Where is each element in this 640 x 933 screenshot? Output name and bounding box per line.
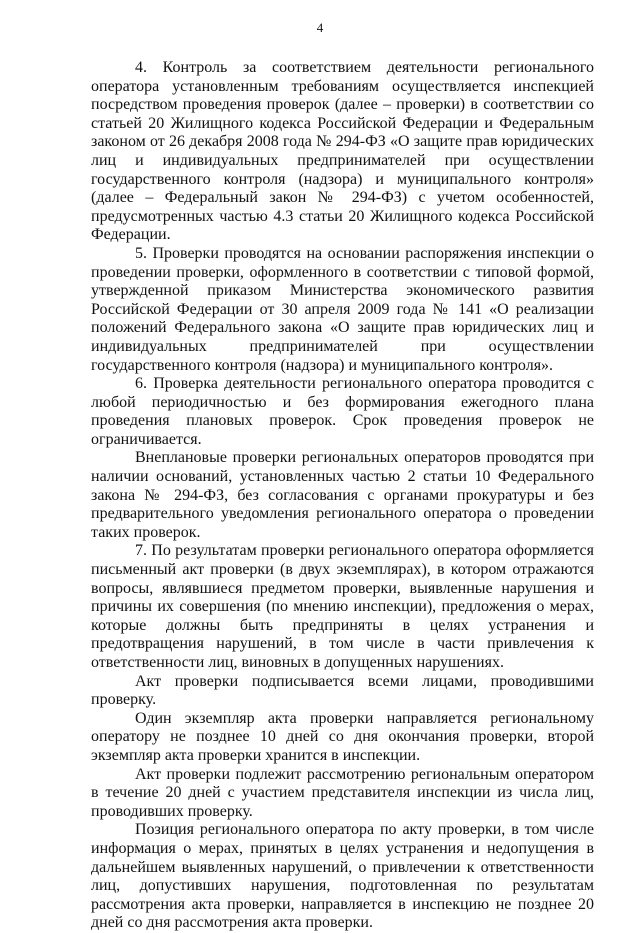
paragraph-act-copies: Один экземпляр акта проверки направляется региональному оператору не позднее 10 дней со дня окончания проверки, второй экземпляр акта проверки хранится в инспекции. [91, 709, 594, 764]
paragraph-item-6: 6. Проверка деятельности регионального оператора проводится с любой периодичностью и без формирования ежегодного плана проведения плановых проверок. Срок проведения проверок не ограничивается. [91, 375, 594, 448]
document-body [91, 59, 594, 933]
paragraph-unscheduled-inspections: Внеплановые проверки региональных операторов проводятся при наличии оснований, установленных частью 2 статьи 10 Федерального закона № 294-ФЗ, без согласования с органами прокуратуры и без предварительного уведомления регионального оператора о проведении таких проверок. [91, 449, 594, 541]
paragraph-item-4: 4. Контроль за соответствием деятельности регионального оператора установленным требованиям осуществляется инспекцией посредством проведения проверок (далее – проверки) в соответствии со статьей 20 Жилищного кодекса Российской Федерации и Федеральным законом от 26 декабря 2008 года № 294-ФЗ «О защите прав юридических лиц и индивидуальных предпринимателей при осуществлении государственного контроля (надзора) и муниципального контроля» (далее – Федеральный закон № 294-ФЗ) с учетом особенностей, предусмотренных частью 4.3 статьи 20 Жилищного кодекса Российской Федерации. [91, 59, 594, 244]
paragraph-operator-position: Позиция регионального оператора по акту проверки, в том числе информация о мерах, принятых в целях устранения и недопущения в дальнейшем выявленных нарушений, о привлечении к ответственности лиц, допустивших нарушения, подготовленная по результатам рассмотрения акта проверки, направляется в инспекцию не позднее 20 дней со дня рассмотрения акта проверки. [91, 821, 594, 932]
page-number: 4 [316, 20, 324, 35]
paragraph-act-review: Акт проверки подлежит рассмотрению региональным оператором в течение 20 дней с участием представителя инспекции из числа лиц, проводивших проверку. [91, 765, 594, 820]
paragraph-item-5: 5. Проверки проводятся на основании распоряжения инспекции о проведении проверки, оформленного в соответствии с типовой формой, утвержденной приказом Министерства экономического развития Российской Федерации от 30 апреля 2009 года № 141 «О реализации положений Федерального закона «О защите прав юридических лиц и индивидуальных предпринимателей при осуществлении государственного контроля (надзора) и муниципального контроля». [91, 244, 594, 374]
paragraph-act-signing: Акт проверки подписывается всеми лицами, проводившими проверку. [91, 672, 594, 709]
paragraph-item-7: 7. По результатам проверки регионального оператора оформляется письменный акт проверки (в двух экземплярах), в котором отражаются вопросы, являвшиеся предметом проверки, выявленные нарушения и причины их совершения (по мнению инспекции), предложения о мерах, которые должны быть предприняты в целях устранения и предотвращения нарушений, в том числе в части привлечения к ответственности лиц, виновных в допущенных нарушениях. [91, 542, 594, 671]
